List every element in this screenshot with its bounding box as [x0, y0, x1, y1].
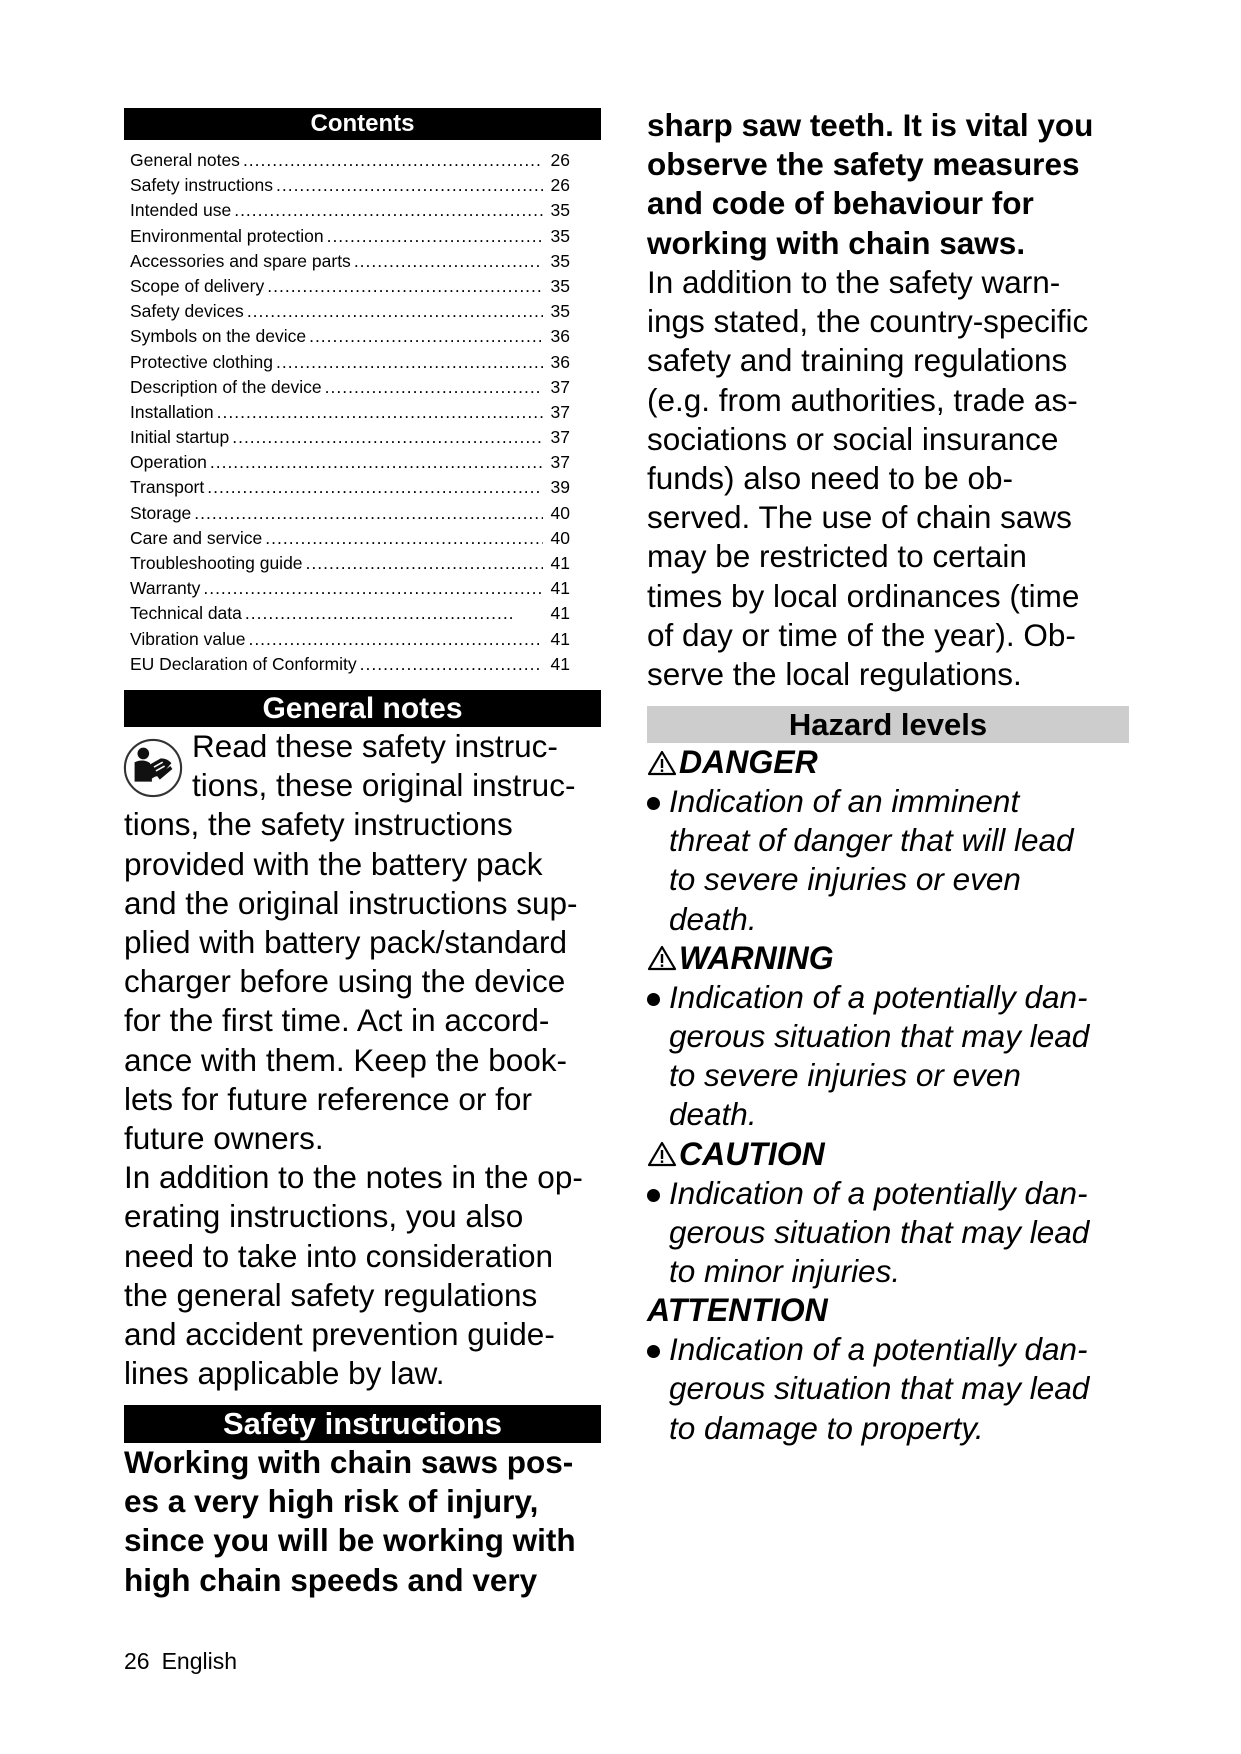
text-line: to severe injuries or even [669, 1057, 1021, 1094]
hazard-level-label: WARNING [679, 939, 834, 976]
toc-entry-title: Initial startup [130, 427, 230, 448]
toc-entry[interactable] [130, 148, 570, 173]
text-line: Working with chain saws pos- [124, 1444, 574, 1480]
general-notes-heading: General notes [124, 690, 601, 727]
safety-instructions-regulations-text [647, 263, 1137, 694]
text-line: safety and training regulations [647, 342, 1068, 379]
hazard-level-title [647, 1291, 1137, 1330]
toc-entry[interactable] [130, 224, 570, 249]
hazard-level-title [647, 743, 1137, 782]
toc-entry[interactable] [130, 450, 570, 475]
text-line: gerous situation that may lead [669, 1018, 1090, 1055]
toc-entry-title: Operation [130, 452, 207, 473]
toc-dot-leader [276, 173, 543, 198]
text-line: tions, these original instruc- [192, 767, 576, 804]
toc-entry-title: General notes [130, 150, 240, 170]
text-line: lines applicable by law. [124, 1355, 445, 1392]
toc-entry-title: Scope of delivery [130, 275, 265, 296]
text-line: high chain speeds and very [124, 1561, 538, 1598]
text-line: threat of danger that will lead [669, 822, 1074, 859]
text-line: lets for future reference or for [124, 1080, 532, 1117]
toc-dot-leader [276, 350, 543, 375]
text-line: Indication of a potentially dan- [669, 1174, 1088, 1211]
warning-triangle-icon [647, 945, 677, 971]
toc-entry[interactable] [130, 425, 570, 450]
toc-dot-leader [325, 375, 543, 400]
hazard-levels-list [647, 743, 1137, 1448]
toc-dot-leader [265, 526, 543, 551]
toc-entry-page: 41 [550, 628, 570, 649]
text-line: served. The use of chain saws [647, 499, 1072, 536]
hazard-levels-heading: Hazard levels [647, 706, 1129, 743]
hazard-level-caution [647, 1135, 1137, 1292]
toc-dot-leader [245, 601, 513, 626]
text-line: may be restricted to certain [647, 538, 1027, 575]
footer-language: English [161, 1648, 238, 1674]
toc-entry-title: Storage [130, 502, 192, 523]
warning-triangle-icon [647, 1141, 677, 1167]
toc-entry-page: 36 [550, 351, 570, 372]
toc-dot-leader [217, 400, 543, 425]
toc-entry-page: 35 [550, 250, 570, 271]
text-line: of day or time of the year). Ob- [647, 616, 1076, 653]
toc-entry[interactable] [130, 501, 570, 526]
toc-entry[interactable] [130, 627, 570, 652]
page-footer [124, 1648, 237, 1675]
toc-entry-title: Transport [130, 477, 205, 498]
toc-entry-page: 37 [550, 376, 570, 397]
text-line: tions, the safety instructions [124, 806, 513, 843]
toc-entry[interactable] [130, 350, 570, 375]
text-line: Read these safety instruc- [192, 728, 558, 764]
toc-entry[interactable] [130, 249, 570, 274]
hazard-level-label: DANGER [679, 744, 818, 780]
safety-instructions-bold-text-part2 [647, 106, 1137, 263]
toc-dot-leader [203, 576, 543, 601]
text-line: and code of behaviour for [647, 185, 1034, 222]
read-manual-icon [122, 737, 184, 799]
bullet-icon [647, 993, 660, 1006]
toc-entry-title: Technical data [130, 603, 242, 624]
toc-entry-title: Description of the device [130, 376, 322, 397]
toc-entry-page: 41 [550, 553, 570, 573]
toc-dot-leader [234, 198, 543, 223]
general-notes-paragraph-1 [124, 727, 614, 1158]
toc-entry-page: 35 [550, 225, 570, 246]
hazard-level-label: CAUTION [679, 1135, 825, 1172]
toc-entry-page: 40 [550, 502, 570, 523]
toc-entry[interactable] [130, 173, 570, 198]
toc-entry[interactable] [130, 198, 570, 223]
text-line: charger before using the device [124, 963, 566, 1000]
text-line: observe the safety measures [647, 146, 1080, 183]
contents-heading: Contents [124, 108, 601, 140]
text-line: working with chain saws. [647, 224, 1026, 261]
toc-entry-title: Installation [130, 401, 214, 422]
page-number: 26 [124, 1648, 150, 1674]
toc-entry-page: 41 [550, 653, 570, 674]
safety-instructions-bold-text-part1 [124, 1443, 614, 1600]
text-line: future owners. [124, 1120, 324, 1157]
text-line: for the first time. Act in accord- [124, 1002, 550, 1039]
toc-entry[interactable] [130, 324, 570, 349]
toc-entry-title: Troubleshooting guide [130, 553, 303, 573]
toc-entry[interactable] [130, 299, 570, 324]
toc-dot-leader [267, 274, 543, 299]
table-of-contents [130, 148, 570, 677]
toc-entry-page: 41 [550, 603, 570, 624]
toc-entry-page: 40 [550, 527, 570, 548]
general-notes-body [124, 727, 614, 1393]
toc-entry[interactable] [130, 576, 570, 601]
toc-entry[interactable] [130, 375, 570, 400]
toc-entry-title: Accessories and spare parts [130, 250, 351, 271]
toc-dot-leader [309, 324, 543, 349]
text-line: and accident prevention guide- [124, 1316, 555, 1353]
text-line: provided with the battery pack [124, 845, 543, 882]
toc-entry-title: Safety devices [130, 301, 244, 322]
toc-entry[interactable] [130, 274, 570, 299]
toc-entry-page: 35 [550, 200, 570, 221]
warning-triangle-icon [647, 750, 677, 776]
hazard-level-description [647, 1174, 1137, 1292]
text-line: Indication of a potentially dan- [669, 978, 1088, 1015]
text-line: funds) also need to be ob- [647, 460, 1014, 497]
toc-entry[interactable] [130, 475, 570, 500]
bullet-icon [647, 1345, 660, 1358]
bullet-icon [647, 797, 660, 810]
text-line: plied with battery pack/standard [124, 924, 567, 961]
text-line: sharp saw teeth. It is vital you [647, 107, 1094, 143]
toc-dot-leader [232, 425, 543, 450]
bullet-icon [647, 1189, 660, 1202]
hazard-level-label: ATTENTION [647, 1292, 828, 1329]
toc-entry-page: 36 [550, 326, 570, 347]
toc-dot-leader [327, 224, 543, 249]
hazard-level-description [647, 978, 1137, 1135]
toc-entry-page: 26 [550, 150, 570, 170]
toc-entry-page: 35 [550, 301, 570, 322]
text-line: to minor injuries. [669, 1253, 901, 1290]
toc-dot-leader [247, 299, 543, 324]
text-line: In addition to the notes in the op- [124, 1159, 583, 1196]
hazard-level-warning [647, 939, 1137, 1135]
text-line: times by local ordinances (time [647, 577, 1080, 614]
toc-entry-title: Care and service [130, 527, 263, 548]
toc-entry[interactable] [130, 652, 570, 677]
text-line: since you will be working with [124, 1522, 576, 1559]
hazard-level-title [647, 939, 1137, 978]
hazard-level-description [647, 782, 1137, 939]
toc-dot-leader [194, 501, 543, 526]
toc-dot-leader [306, 551, 543, 576]
text-line: In addition to the safety warn- [647, 264, 1061, 300]
toc-entry-title: Vibration value [130, 628, 246, 649]
toc-entry-page: 35 [550, 275, 570, 296]
text-line: the general safety regulations [124, 1276, 538, 1313]
text-line: to severe injuries or even [669, 861, 1021, 898]
toc-dot-leader [207, 475, 543, 500]
toc-entry-title: Environmental protection [130, 225, 324, 246]
toc-entry-page: 41 [550, 578, 570, 599]
text-line: to damage to property. [669, 1409, 984, 1446]
toc-dot-leader [360, 652, 543, 677]
text-line: death. [669, 1096, 757, 1133]
text-line: gerous situation that may lead [669, 1370, 1090, 1407]
text-line: Indication of a potentially dan- [669, 1331, 1088, 1368]
toc-entry[interactable] [130, 400, 570, 425]
hazard-level-danger [647, 743, 1137, 939]
toc-entry-page: 37 [550, 452, 570, 473]
text-line: serve the local regulations. [647, 656, 1022, 693]
text-line: sociations or social insurance [647, 420, 1059, 457]
text-line: (e.g. from authorities, trade as- [647, 381, 1078, 418]
toc-entry-page: 37 [550, 401, 570, 422]
text-line: ance with them. Keep the book- [124, 1041, 568, 1078]
text-line: ings stated, the country-specific [647, 303, 1089, 340]
text-line: and the original instructions sup- [124, 884, 578, 921]
hazard-level-description [647, 1330, 1137, 1448]
text-line: gerous situation that may lead [669, 1213, 1090, 1250]
toc-dot-leader [210, 450, 543, 475]
toc-entry[interactable] [130, 526, 570, 551]
toc-entry-title: Protective clothing [130, 351, 273, 372]
toc-dot-leader [243, 148, 543, 173]
text-line: erating instructions, you also [124, 1198, 524, 1235]
text-line: Indication of an imminent [669, 783, 1020, 819]
toc-entry-title: Safety instructions [130, 175, 273, 196]
toc-entry-page: 26 [550, 175, 570, 196]
text-line: need to take into consideration [124, 1237, 554, 1274]
toc-entry-title: Warranty [130, 578, 201, 599]
general-notes-paragraph-2 [124, 1158, 614, 1393]
hazard-level-title [647, 1135, 1137, 1174]
toc-entry[interactable] [130, 601, 570, 626]
toc-entry-title: Intended use [130, 200, 232, 221]
toc-entry-title: EU Declaration of Conformity [130, 653, 357, 674]
text-line: death. [669, 900, 757, 937]
text-line: es a very high risk of injury, [124, 1483, 539, 1520]
toc-dot-leader [248, 627, 543, 652]
toc-entry-title: Symbols on the device [130, 326, 307, 347]
toc-entry-page: 37 [550, 427, 570, 448]
safety-instructions-heading: Safety instructions [124, 1405, 601, 1443]
hazard-level-attention [647, 1291, 1137, 1448]
toc-entry[interactable] [130, 551, 570, 576]
toc-dot-leader [354, 249, 543, 274]
toc-entry-page: 39 [550, 477, 570, 498]
